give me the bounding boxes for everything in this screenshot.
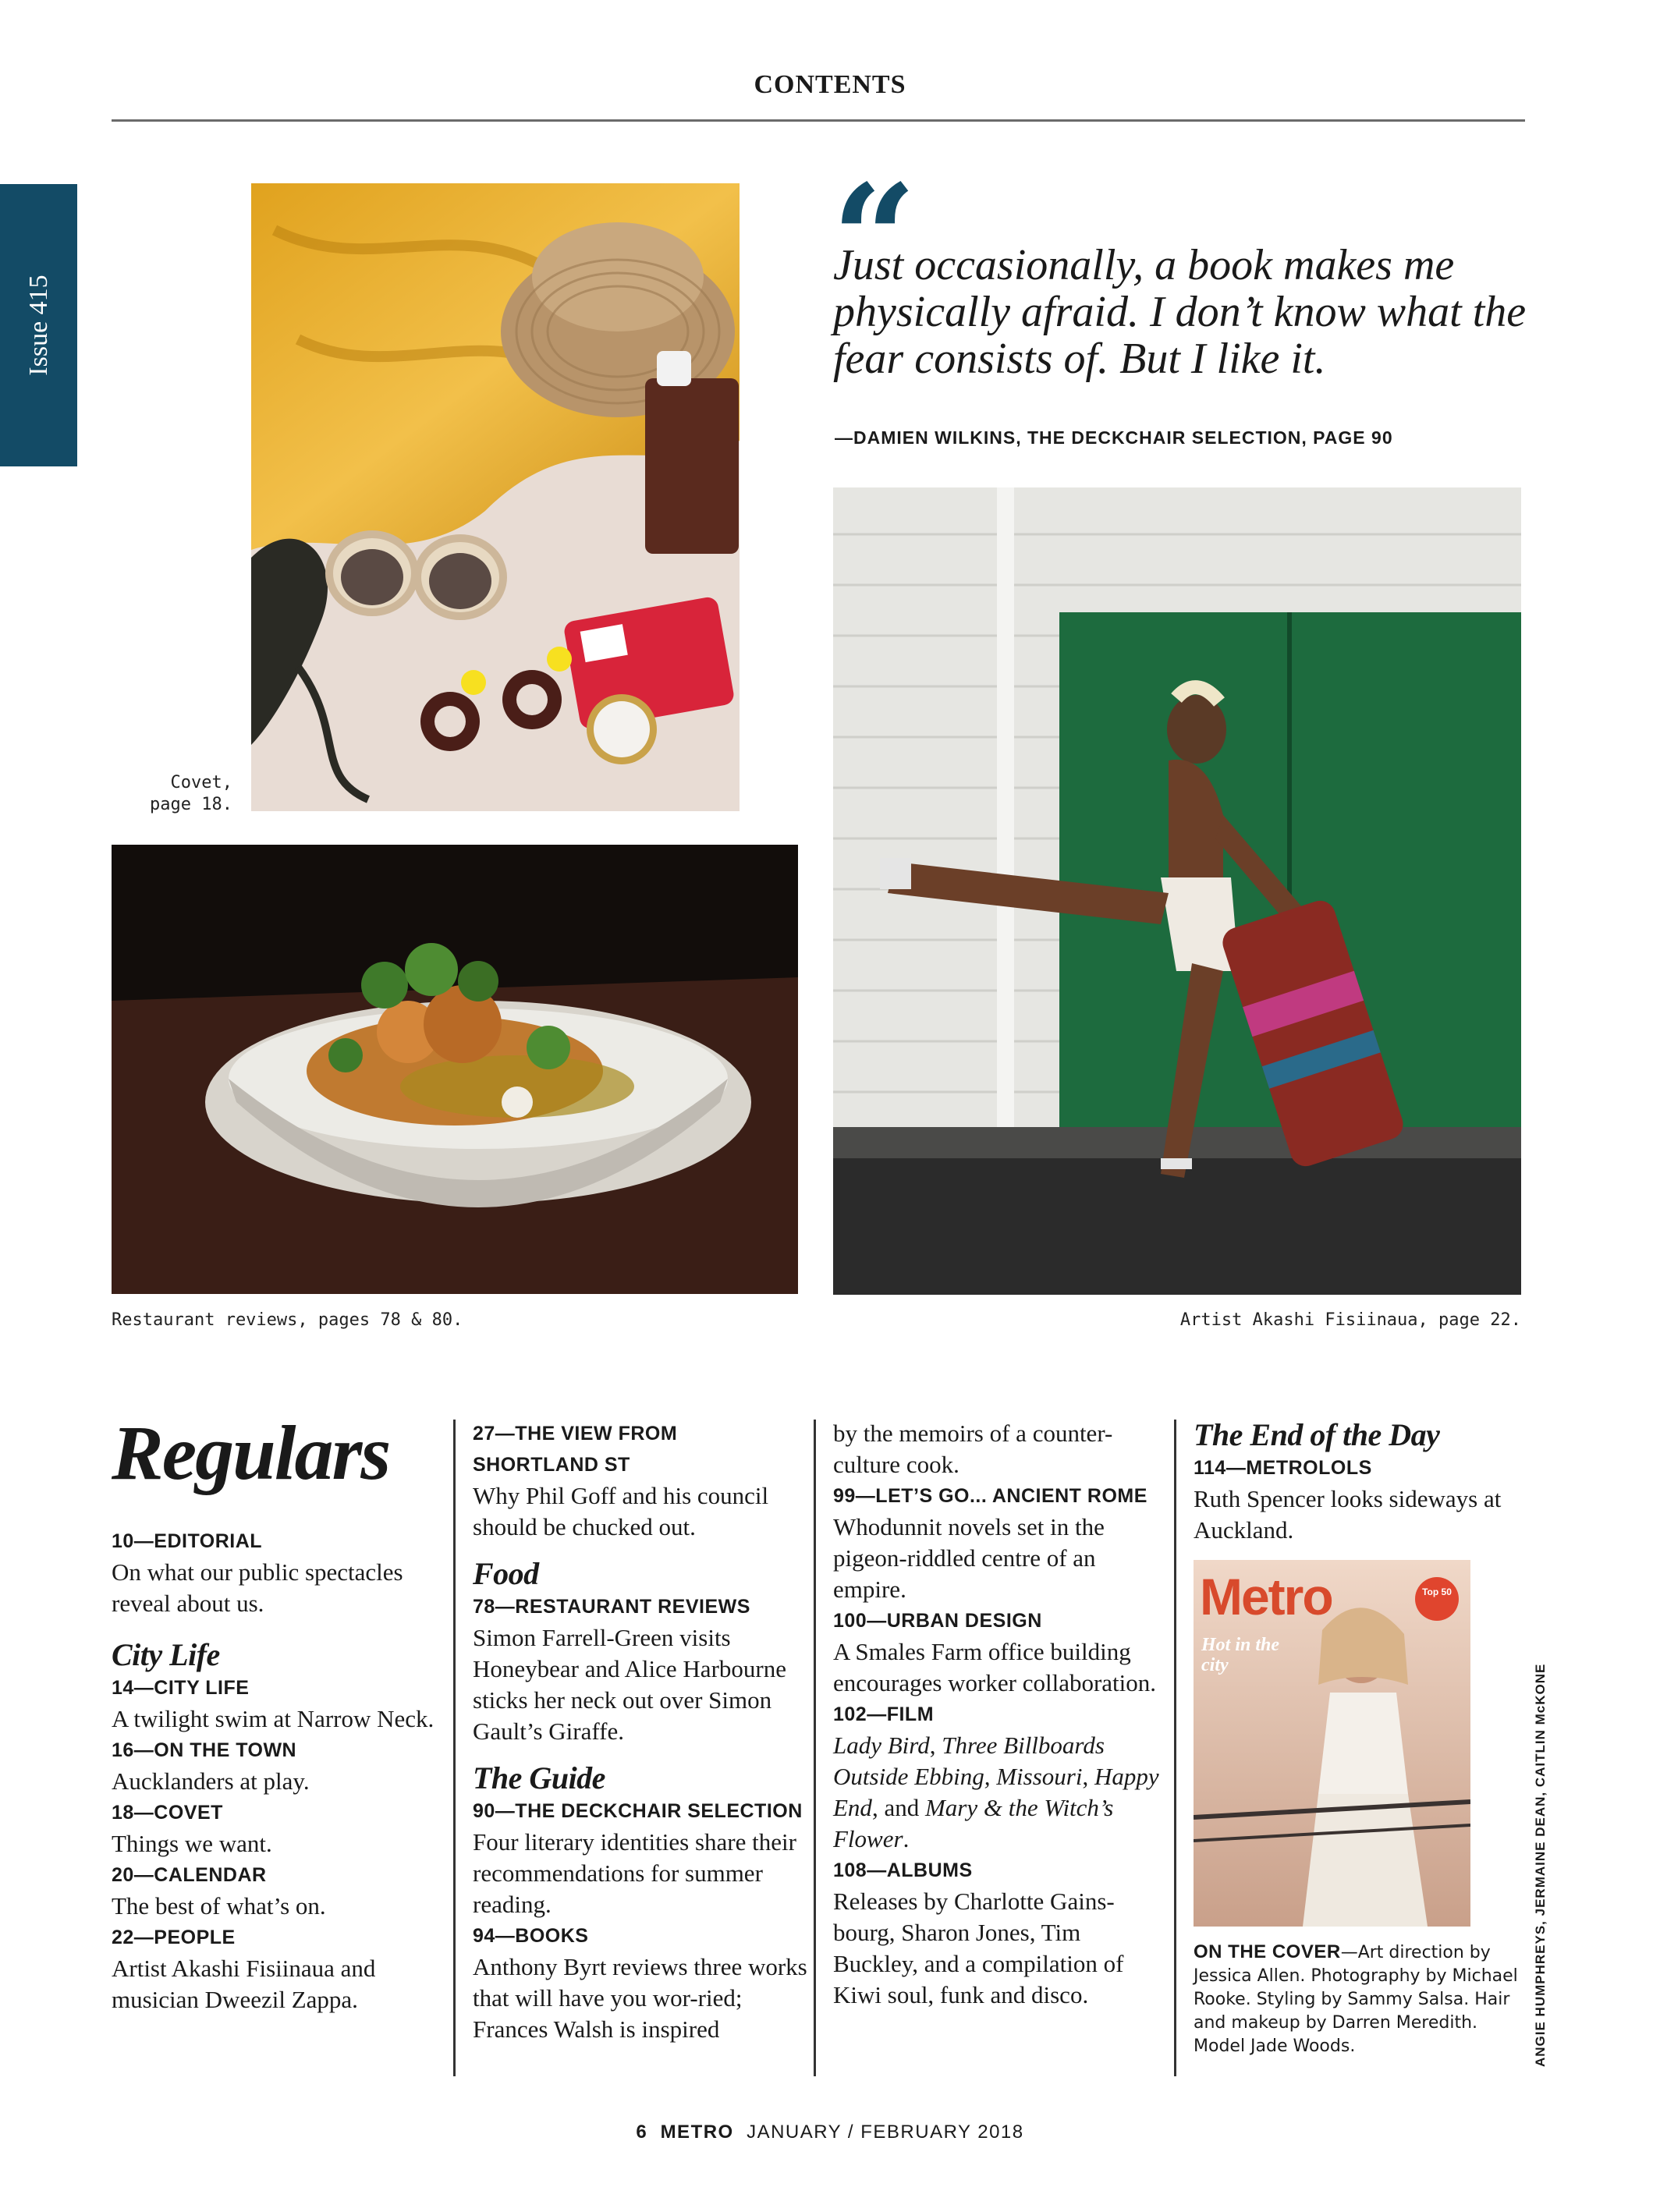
quote-mark-icon: “ — [832, 152, 917, 326]
covet-photo — [251, 183, 740, 811]
column-divider — [1174, 1420, 1176, 2076]
entry-covet-description: Things we want. — [112, 1830, 272, 1857]
on-the-cover-credit — [1194, 1941, 1529, 2058]
entry-books-continued: by the memoirs of a counter-culture cook. — [833, 1420, 1113, 1478]
on-the-cover-label: ON THE COVER — [1194, 1941, 1341, 1962]
photo-credit: ANGIE HUMPHREYS, JERMAINE DEAN, CAITLIN McKONE — [1533, 1663, 1548, 2067]
entry-calendar-heading: 20—CALENDAR — [112, 1864, 267, 1886]
covet-photo-illustration — [251, 183, 740, 811]
column-divider — [814, 1420, 816, 2076]
film-title: Lady Bird — [833, 1732, 930, 1759]
page-number: 6 — [636, 2122, 648, 2143]
cover-headline: Hot in the city — [1201, 1635, 1280, 1675]
film-title: Mary & the Witch’s Flower — [833, 1794, 1114, 1852]
entry-metrolols-heading: 114—METROLOLS — [1194, 1457, 1372, 1479]
entry-metrolols-description: Ruth Spencer looks sideways at Auckland. — [1194, 1485, 1502, 1544]
film-separator: , — [1082, 1763, 1094, 1790]
entry-on-the-town-description: Aucklanders at play. — [112, 1767, 310, 1795]
restaurant-photo — [112, 845, 798, 1294]
entry-albums-heading: 108—ALBUMS — [833, 1859, 973, 1881]
section-food: Food — [473, 1556, 539, 1591]
contents-column-2 — [473, 1418, 808, 2045]
pull-quote: Just occasionally, a book makes me physically afraid. I don’t know what the fear consists of. But I like it. — [833, 241, 1527, 383]
footer-date: JANUARY / FEBRUARY 2018 — [747, 2122, 1024, 2143]
entry-ancient-rome-description: Whodunnit novels set in the pigeon-riddled centre of an empire. — [833, 1513, 1105, 1603]
section-the-guide: The Guide — [473, 1760, 605, 1795]
contents-column-4 — [1194, 1418, 1529, 2058]
issue-label: Issue 415 — [23, 275, 53, 376]
entry-people-description: Artist Akashi Fisiinaua and musician Dweezil Zappa. — [112, 1955, 376, 2013]
entry-urban-design-heading: 100—URBAN DESIGN — [833, 1610, 1042, 1632]
film-separator: . — [903, 1825, 910, 1852]
entry-albums-description: Releases by Charlotte Gains-bourg, Sharon Jones, Tim Buckley, and a compilation of Kiwi soul, funk and disco. — [833, 1888, 1124, 2008]
entry-deckchair-selection-heading: 90—THE DECKCHAIR SELECTION — [473, 1800, 803, 1822]
entry-on-the-town-heading: 16—ON THE TOWN — [112, 1739, 297, 1761]
issue-tab — [0, 184, 77, 466]
column-divider — [453, 1420, 456, 2076]
entry-books-description: Anthony Byrt reviews three works that will have you wor-ried; Frances Walsh is inspired — [473, 1953, 807, 2043]
entry-film-heading: 102—FILM — [833, 1703, 935, 1725]
entry-editorial-heading: 10—EDITORIAL — [112, 1530, 263, 1552]
entry-covet-heading: 18—COVET — [112, 1802, 223, 1824]
quote-attribution: —DAMIEN WILKINS, THE DECKCHAIR SELECTION, PAGE 90 — [835, 427, 1393, 448]
page-title: CONTENTS — [754, 70, 906, 99]
film-title: Happy End — [833, 1763, 1159, 1821]
film-separator: , — [929, 1732, 942, 1759]
entry-people-heading: 22—PEOPLE — [112, 1927, 236, 1948]
entry-ancient-rome-heading: 99—LET’S GO... ANCIENT ROME — [833, 1485, 1147, 1507]
entry-calendar-description: The best of what’s on. — [112, 1892, 326, 1920]
on-the-cover-text: —Art direction by Jessica Allen. Photography by Michael Rooke. Styling by Sammy Salsa. Hair and makeup by Darren Meredith. Model Jade Woods. — [1194, 1943, 1518, 2056]
entry-restaurant-reviews-heading: 78—RESTAURANT REVIEWS — [473, 1596, 750, 1618]
entry-view-from-shortland-heading: 27—THE VIEW FROM SHORTLAND ST — [473, 1423, 678, 1476]
regulars-heading: Regulars — [112, 1409, 390, 1496]
film-separator: , and — [871, 1794, 925, 1821]
footer-brand: METRO — [660, 2122, 734, 2143]
entry-restaurant-reviews-description: Simon Farrell-Green visits Honeybear and Alice Harbourne sticks her neck out over Simon Gault’s Giraffe. — [473, 1624, 786, 1745]
artist-caption: Artist Akashi Fisiinaua, page 22. — [1179, 1310, 1521, 1330]
cover-thumbnail — [1194, 1560, 1470, 1927]
cover-masthead: Metro — [1200, 1568, 1332, 1625]
contents-column-1 — [112, 1410, 447, 2015]
entry-editorial-description: On what our public spectacles reveal about us. — [112, 1558, 403, 1617]
cover-badge: Top 50 — [1422, 1586, 1452, 1597]
entry-urban-design-description: A Smales Farm office building encourages worker collaboration. — [833, 1638, 1157, 1696]
restaurant-photo-illustration — [112, 845, 798, 1294]
entry-deckchair-selection-description: Four literary identities share their recommendations for summer reading. — [473, 1828, 796, 1918]
section-city-life: City Life — [112, 1637, 220, 1672]
artist-photo-illustration — [833, 487, 1521, 1295]
entry-view-from-shortland-description: Why Phil Goff and his council should be chucked out. — [473, 1482, 769, 1540]
entry-city-life-heading: 14—CITY LIFE — [112, 1677, 250, 1699]
entry-books-heading: 94—BOOKS — [473, 1925, 589, 1947]
page-footer — [0, 2122, 1660, 2143]
covet-caption: Covet, page 18. — [150, 773, 232, 814]
film-title: Three Billboards Outside Ebbing, Missouri — [833, 1732, 1105, 1790]
header-divider — [112, 119, 1525, 122]
contents-column-3 — [833, 1418, 1169, 2011]
entry-film-description — [833, 1730, 1169, 1855]
restaurant-caption: Restaurant reviews, pages 78 & 80. — [112, 1310, 463, 1330]
entry-city-life-description: A twilight swim at Narrow Neck. — [112, 1705, 435, 1732]
artist-photo — [833, 487, 1521, 1295]
section-end-of-the-day: The End of the Day — [1194, 1417, 1440, 1452]
